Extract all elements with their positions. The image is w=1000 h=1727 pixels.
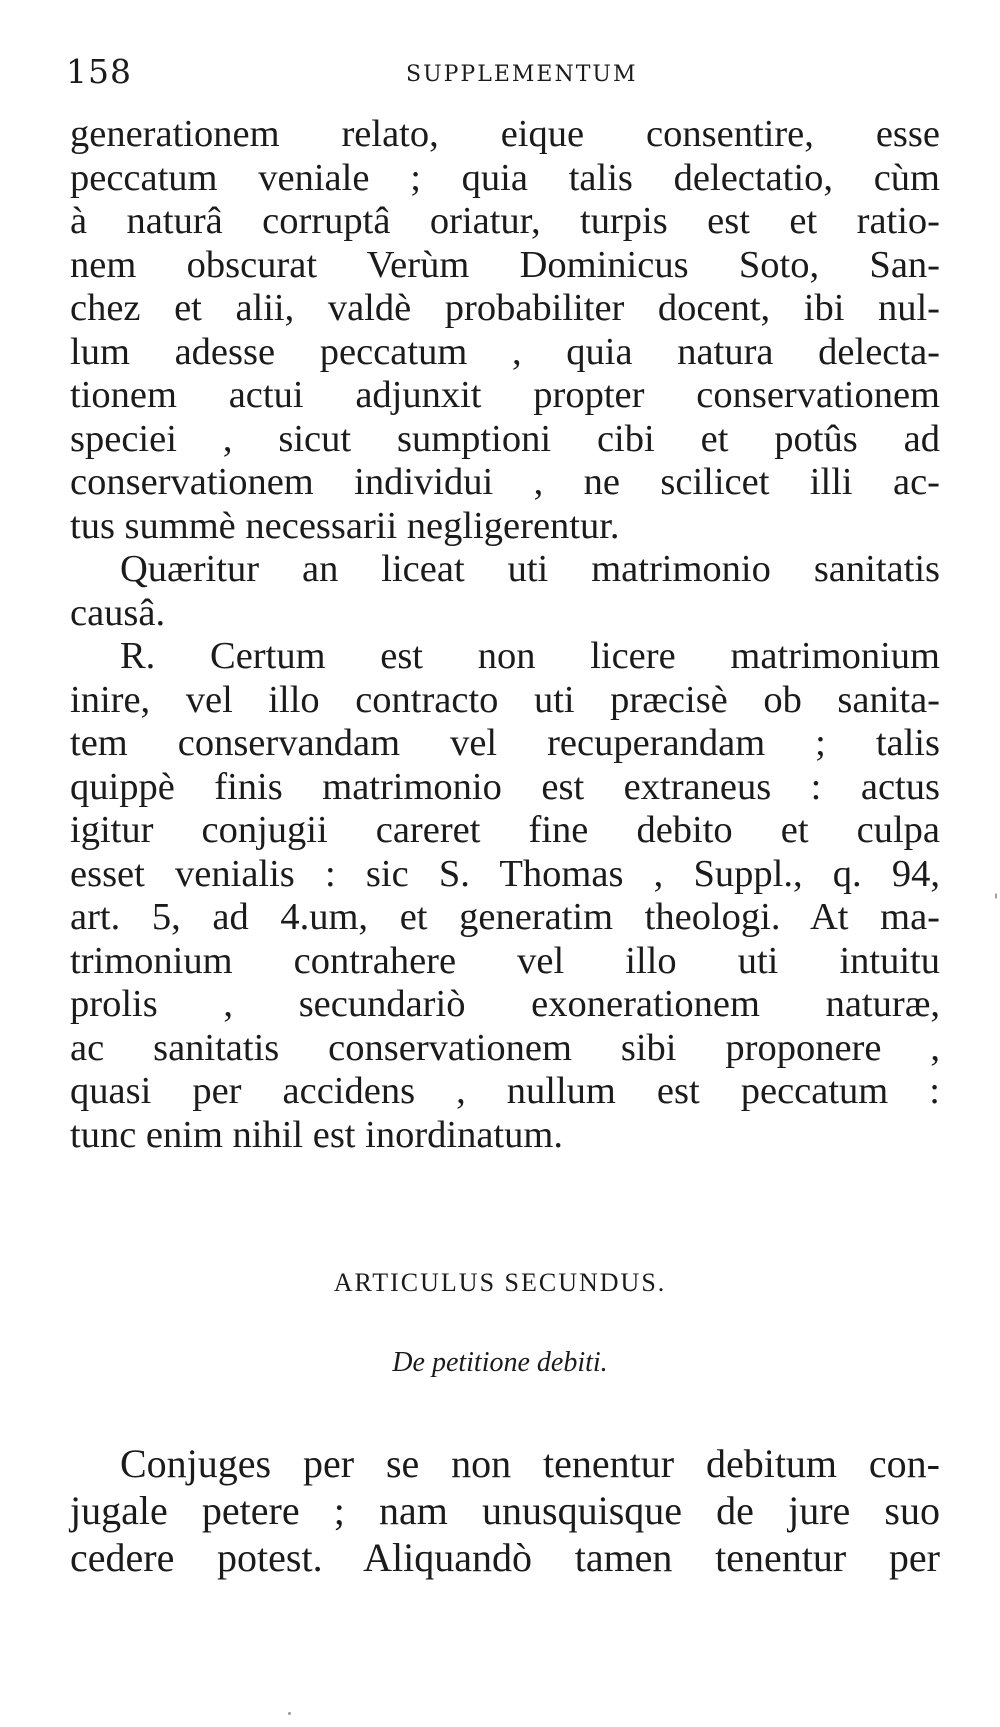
section-heading: ARTICULUS SECUNDUS. — [333, 1268, 667, 1297]
text-line: causâ. — [70, 591, 166, 634]
text-line: Quæritur an liceat uti matrimonio sanitatis — [120, 548, 940, 590]
text-line: igitur conjugii careret fine debito et culpa — [70, 809, 940, 851]
text-line: tunc enim nihil est inordinatum. — [70, 1113, 563, 1156]
body-text-bottom — [70, 1440, 940, 1581]
text-line: prolis , secundariò exonerationem naturæ, — [70, 983, 940, 1025]
page-number: 158 — [66, 52, 132, 91]
text-line: tem conservandam vel recuperandam ; talis — [70, 722, 940, 764]
scan-speck — [288, 1712, 291, 1715]
text-line: generationem relato, eique consentire, esse — [70, 113, 940, 155]
text-line: R. Certum est non licere matrimonium — [120, 635, 940, 677]
text-line: esset venialis : sic S. Thomas , Suppl., q. 94, — [70, 852, 940, 895]
text-line: lum adesse peccatum , quia natura delecta- — [70, 330, 940, 373]
text-line: Conjuges per se non tenentur debitum con- — [120, 1441, 940, 1486]
text-line: à naturâ corruptâ oriatur, turpis est et ratio- — [70, 200, 940, 242]
text-line: trimonium contrahere vel illo uti intuitu — [70, 939, 940, 982]
text-line: chez et alii, valdè probabiliter docent, ibi nul- — [70, 287, 940, 329]
text-line: art. 5, ad 4.um, et generatim theologi. At ma- — [70, 896, 940, 938]
text-line: ac sanitatis conservationem sibi proponere , — [70, 1026, 940, 1069]
text-line: jugale petere ; nam unusquisque de jure suo — [70, 1488, 940, 1533]
text-line: quasi per accidens , nullum est peccatum : — [70, 1070, 940, 1112]
text-line: inire, vel illo contracto uti præcisè ob sanita- — [70, 678, 940, 721]
text-line: peccatum veniale ; quia talis delectatio, cùm — [70, 156, 940, 199]
running-head — [66, 52, 946, 92]
text-line: quippè finis matrimonio est extraneus : actus — [70, 765, 940, 808]
text-line: conservationem individui , ne scilicet illi ac- — [70, 461, 940, 503]
scan-speck — [995, 893, 997, 899]
text-line: tionem actui adjunxit propter conservationem — [70, 374, 940, 416]
body-text-top — [70, 113, 940, 1157]
text-line: nem obscurat Verùm Dominicus Soto, San- — [70, 243, 940, 286]
section-subheading: De petitione debiti. — [392, 1347, 608, 1378]
text-line: speciei , sicut sumptioni cibi et potûs ad — [70, 417, 940, 460]
text-line: cedere potest. Aliquandò tamen tenentur per — [70, 1535, 940, 1580]
text-line: tus summè necessarii negligerentur. — [70, 504, 620, 547]
running-title: SUPPLEMENTUM — [406, 62, 638, 87]
